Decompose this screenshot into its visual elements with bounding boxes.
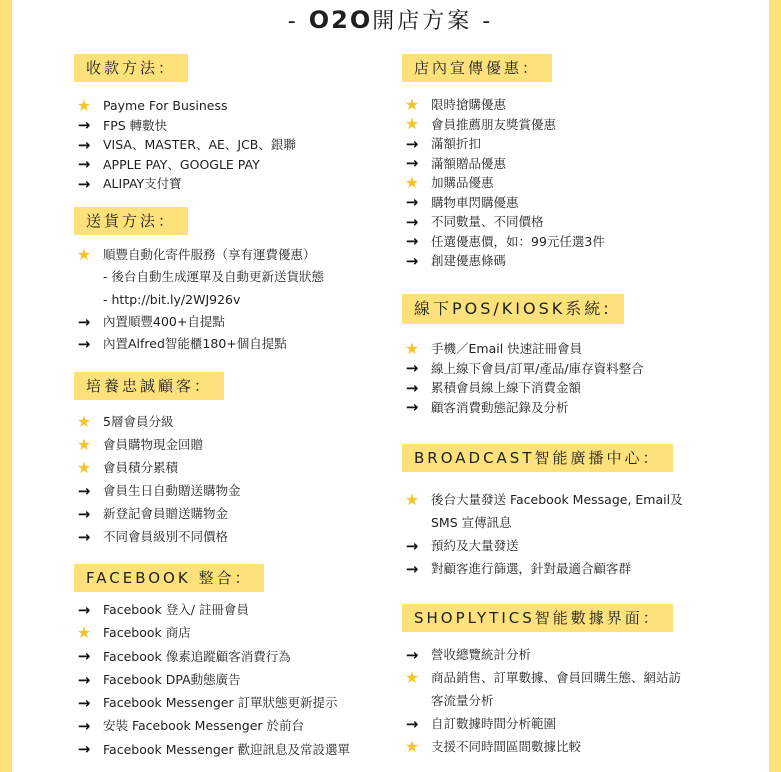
list-item-text: 顧客消費動態記錄及分析 <box>431 399 569 415</box>
list-item <box>74 116 394 136</box>
list-item <box>74 155 394 175</box>
arrow-right-icon: → <box>405 714 419 733</box>
arrow-right-icon: → <box>405 398 419 417</box>
sub-line <box>74 265 394 288</box>
list-item-text: 內置順豐400+自提點 <box>103 313 225 329</box>
list-item <box>402 735 732 758</box>
shoplytics-list <box>402 643 732 758</box>
list-item <box>402 378 732 398</box>
arrow-right-icon: → <box>405 536 419 555</box>
star-icon: ★ <box>76 622 92 642</box>
list-item-text: 5層會員分級 <box>103 414 174 429</box>
list-item-text: 滿額折扣 <box>431 136 482 151</box>
list-item <box>402 232 732 252</box>
list-item-text: 限時搶購優惠 <box>431 97 507 112</box>
list-item-text: 滿額贈品優惠 <box>431 155 507 171</box>
star-icon: ★ <box>404 490 420 509</box>
payment-list <box>74 96 394 194</box>
sub-line-text: - 後台自動生成運單及自動更新送貨狀態 <box>103 268 324 284</box>
star-icon: ★ <box>76 457 92 477</box>
list-item-text: 不同會員級別不同價格 <box>103 529 229 544</box>
section-title-delivery: 送貨方法： <box>74 207 188 235</box>
arrow-right-icon: → <box>77 481 91 500</box>
section-title-shoplytics: SHOPLYTICS智能數據界面： <box>402 604 673 632</box>
star-icon: ★ <box>76 244 92 264</box>
star-icon: ★ <box>404 172 420 192</box>
list-item <box>74 135 394 155</box>
promotions-list <box>402 95 732 271</box>
list-item-continued <box>402 511 732 534</box>
arrow-right-icon: → <box>77 116 91 135</box>
star-icon: ★ <box>404 338 420 358</box>
arrow-right-icon: → <box>77 334 91 353</box>
list-item <box>74 645 394 668</box>
list-item <box>402 212 732 232</box>
sub-line-link[interactable]: - http://bit.ly/2WJ926v <box>103 291 241 307</box>
arrow-right-icon: → <box>405 645 419 664</box>
arrow-right-icon: → <box>405 154 419 173</box>
list-item-text: Facebook 登入/ 註冊會員 <box>103 602 249 617</box>
list-item-text: 自訂數據時間分析範圍 <box>431 716 557 731</box>
list-item <box>74 479 394 502</box>
arrow-right-icon: → <box>77 504 91 523</box>
section-title-payment: 收款方法： <box>74 54 188 82</box>
pos-list <box>402 339 732 417</box>
list-item-text: 任選優惠價，如：99元任選3件 <box>431 233 605 249</box>
list-item-continued <box>402 689 732 712</box>
list-item <box>402 712 732 735</box>
list-item-text: 支援不同時間區間數據比較 <box>431 739 582 754</box>
arrow-right-icon: → <box>77 155 91 174</box>
list-item <box>402 359 732 379</box>
list-item <box>74 433 394 456</box>
list-item-text: 安裝 Facebook Messenger 於前台 <box>103 718 305 734</box>
arrow-right-icon: → <box>405 559 419 578</box>
list-item <box>402 489 732 511</box>
list-item-text: VISA、MASTER、AE、JCB、銀聯 <box>103 137 296 152</box>
list-item <box>402 95 732 115</box>
page-title <box>0 4 781 36</box>
list-item <box>74 96 394 116</box>
list-item <box>74 456 394 479</box>
section-title-pos: 線下POS/KIOSK系統: <box>402 294 624 324</box>
arrow-right-icon: → <box>77 312 91 331</box>
arrow-right-icon: → <box>77 135 91 154</box>
pos-section <box>402 294 732 324</box>
list-item-text: ALIPAY支付寶 <box>103 176 182 191</box>
list-item <box>402 134 732 154</box>
list-item-text: 會員生日自動贈送購物金 <box>103 483 241 498</box>
list-item-text: 內置Alfred智能櫃180+個自提點 <box>103 335 287 351</box>
list-item-text: 手機／Email 快速註冊會員 <box>431 341 583 356</box>
arrow-right-icon: → <box>405 193 419 212</box>
star-icon: ★ <box>404 94 420 114</box>
delivery-list <box>74 245 394 355</box>
list-item-text: 新登記會員贈送購物金 <box>103 506 229 521</box>
section-title-facebook: FACEBOOK 整合： <box>74 564 264 592</box>
list-item <box>74 621 394 644</box>
list-item <box>402 115 732 135</box>
loyalty-section <box>74 372 394 400</box>
list-item <box>402 251 732 271</box>
list-item <box>74 245 394 265</box>
arrow-right-icon: → <box>405 232 419 251</box>
loyalty-list <box>74 410 394 548</box>
facebook-list <box>74 598 394 761</box>
list-item-text: 會員購物現金回贈 <box>103 437 204 452</box>
list-item <box>74 525 394 548</box>
list-item-text: Facebook Messenger 歡迎訊息及常設選單 <box>103 741 351 757</box>
list-item-text: 累積會員線上線下消費金額 <box>431 380 582 395</box>
arrow-right-icon: → <box>77 174 91 193</box>
list-item <box>402 666 732 689</box>
left-yellow-border <box>0 0 12 772</box>
promotions-section <box>402 54 732 82</box>
list-item <box>402 339 732 359</box>
arrow-right-icon: → <box>405 134 419 153</box>
arrow-right-icon: → <box>77 717 91 736</box>
list-item <box>74 410 394 433</box>
list-item <box>74 668 394 691</box>
star-icon: ★ <box>76 95 92 115</box>
right-yellow-border <box>769 0 781 772</box>
list-item-text: 後台大量發送 Facebook Message, Email及 <box>431 492 683 507</box>
list-item-text: 會員積分累積 <box>103 460 179 475</box>
list-item <box>74 502 394 525</box>
facebook-section <box>74 564 394 592</box>
list-item-text: 購物車閃購優惠 <box>431 194 519 210</box>
list-item-text: 加購品優惠 <box>431 175 494 190</box>
delivery-section <box>74 207 394 235</box>
list-item-text: Payme For Business <box>103 98 228 113</box>
list-item-text: APPLE PAY、GOOGLE PAY <box>103 156 260 172</box>
list-item-text: 對顧客進行篩選，針對最適合顧客群 <box>431 561 632 576</box>
arrow-right-icon: → <box>77 670 91 689</box>
list-item <box>402 534 732 557</box>
list-item-text: 不同數量、不同價格 <box>431 214 544 229</box>
list-item <box>74 691 394 714</box>
arrow-right-icon: → <box>405 378 419 397</box>
star-icon: ★ <box>404 114 420 134</box>
star-icon: ★ <box>404 736 420 756</box>
title-rest: 開店方案 <box>372 9 473 34</box>
title-prefix: - <box>287 9 309 34</box>
list-item-text: 創建優惠條碼 <box>431 253 507 268</box>
arrow-right-icon: → <box>77 740 91 759</box>
list-item <box>402 643 732 666</box>
list-item-text: 會員推薦朋友獎賞優惠 <box>431 116 557 132</box>
list-item <box>74 311 394 333</box>
shoplytics-section <box>402 604 732 632</box>
list-item-text: 線上線下會員/訂單/產品/庫存資料整合 <box>431 360 644 376</box>
payment-section <box>74 54 394 82</box>
star-icon: ★ <box>76 434 92 454</box>
list-item <box>402 398 732 418</box>
title-suffix: - <box>472 9 494 34</box>
list-item <box>402 154 732 174</box>
list-item <box>74 333 394 355</box>
list-item <box>402 557 732 580</box>
arrow-right-icon: → <box>77 693 91 712</box>
list-item-text: SMS 宣傳訊息 <box>431 515 512 530</box>
arrow-right-icon: → <box>77 647 91 666</box>
list-item-text: 預約及大量發送 <box>431 538 519 553</box>
list-item-text: Facebook Messenger 訂單狀態更新提示 <box>103 695 338 711</box>
list-item <box>74 174 394 194</box>
arrow-right-icon: → <box>405 359 419 378</box>
list-item <box>402 173 732 193</box>
list-item <box>74 738 394 761</box>
list-item-text: Facebook 商店 <box>103 625 191 641</box>
list-item <box>74 598 394 621</box>
list-item <box>74 714 394 737</box>
star-icon: ★ <box>404 667 420 687</box>
list-item-text: 順豐自動化寄件服務（享有運費優惠） <box>103 247 316 262</box>
broadcast-section <box>402 444 732 472</box>
list-item <box>402 193 732 213</box>
sub-line <box>74 288 394 311</box>
list-item-text: FPS 轉數快 <box>103 117 168 133</box>
list-item-text: 商品銷售、訂單數據、會員回購生態、網站訪 <box>431 670 682 685</box>
arrow-right-icon: → <box>405 212 419 231</box>
list-item-text: 客流量分析 <box>431 693 494 708</box>
list-item-text: Facebook DPA動態廣告 <box>103 671 241 687</box>
broadcast-list <box>402 489 732 580</box>
list-item-text: Facebook 像素追蹤顧客消費行為 <box>103 648 291 664</box>
section-title-loyalty: 培養忠誠顧客： <box>74 372 224 400</box>
arrow-right-icon: → <box>405 251 419 270</box>
arrow-right-icon: → <box>77 600 91 619</box>
section-title-promotions: 店內宣傳優惠： <box>402 54 552 82</box>
arrow-right-icon: → <box>77 527 91 546</box>
title-o2o: O2O <box>308 6 373 34</box>
star-icon: ★ <box>76 411 92 431</box>
list-item-text: 營收總覽統計分析 <box>431 647 532 662</box>
section-title-broadcast: BROADCAST智能廣播中心： <box>402 444 673 472</box>
